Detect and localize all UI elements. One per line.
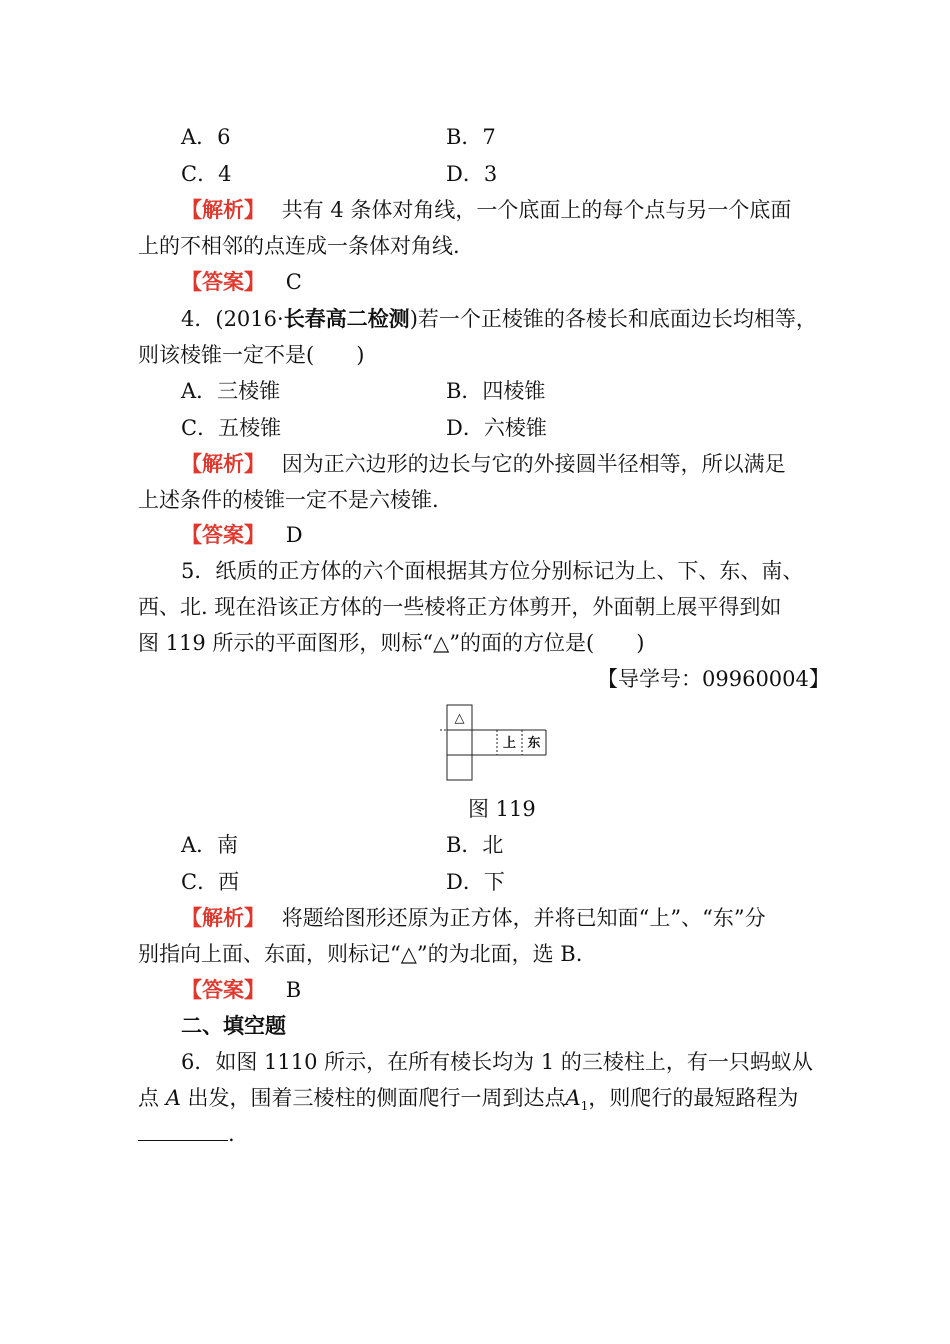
q5-answer-value: B bbox=[285, 978, 302, 1002]
q5-stem-line-3: 图 119 所示的平面图形，则标“△”的面的方位是( ) bbox=[138, 631, 645, 655]
section-heading: 二、填空题 bbox=[181, 1013, 286, 1038]
cube-net-figure bbox=[440, 704, 550, 782]
q4-stem-line-1 bbox=[181, 305, 817, 333]
q3-option-c: C．4 bbox=[181, 162, 232, 186]
q5-analysis-text-1: 将题给图形还原为正方体，并将已知面“上”、“东”分 bbox=[281, 906, 766, 930]
net-face-bottom bbox=[447, 755, 472, 780]
q5-answer bbox=[181, 976, 301, 1004]
q4-source-close: ) bbox=[409, 307, 418, 331]
q6-point-a: A bbox=[165, 1086, 181, 1110]
q5-option-c: C．西 bbox=[181, 870, 240, 894]
q4-stem-line-2: 则该棱锥一定不是( ) bbox=[138, 343, 365, 367]
q6-end-mark: . bbox=[228, 1122, 235, 1146]
q4-analysis-text-1: 因为正六边形的边长与它的外接圆半径相等，所以满足 bbox=[281, 452, 786, 476]
q4-source-name: 长春高二检测 bbox=[283, 306, 410, 331]
q6-point-a1-subscript: 1 bbox=[580, 1099, 589, 1114]
q5-stem-line-1: 5．纸质的正方体的六个面根据其方位分别标记为上、下、东、南、 bbox=[181, 559, 804, 583]
q3-option-a: A．6 bbox=[181, 125, 231, 149]
q4-number: 4． bbox=[181, 307, 216, 331]
q4-option-c: C．五棱锥 bbox=[181, 416, 282, 440]
q4-option-d: D．六棱锥 bbox=[446, 416, 547, 440]
q4-analysis-text-2: 上述条件的棱锥一定不是六棱锥. bbox=[138, 488, 439, 512]
q6-point-a1: A bbox=[565, 1086, 581, 1110]
q6-stem-line-2 bbox=[138, 1084, 798, 1120]
q4-stem-text-1: 若一个正棱锥的各棱长和底面边长均相等， bbox=[417, 307, 817, 331]
q6-stem-text-a: 点 bbox=[138, 1086, 159, 1110]
q3-answer-value: C bbox=[285, 270, 302, 294]
q3-analysis-text-2: 上的不相邻的点连成一条体对角线. bbox=[138, 234, 460, 258]
q5-option-a: A．南 bbox=[181, 833, 239, 857]
net-up-label: 上 bbox=[502, 736, 517, 751]
q6-stem-text-c: ，则爬行的最短路程为 bbox=[588, 1086, 799, 1110]
q5-option-d: D．下 bbox=[446, 870, 505, 894]
analysis-tag: 【解析】 bbox=[181, 197, 265, 222]
q4-answer bbox=[181, 521, 303, 549]
q6-stem-text-b: 出发，围着三棱柱的侧面爬行一周到达点 bbox=[187, 1086, 566, 1110]
analysis-tag: 【解析】 bbox=[181, 451, 265, 476]
answer-tag: 【答案】 bbox=[181, 522, 265, 547]
net-triangle-label: △ bbox=[454, 711, 465, 726]
q3-option-d: D．3 bbox=[446, 162, 498, 186]
q3-option-b: B．7 bbox=[446, 125, 496, 149]
q4-source-open: (2016· bbox=[215, 307, 284, 331]
analysis-tag: 【解析】 bbox=[181, 905, 265, 930]
q3-answer bbox=[181, 268, 302, 296]
q4-analysis bbox=[181, 450, 786, 478]
answer-blank[interactable] bbox=[138, 1120, 228, 1141]
q4-option-a: A．三棱锥 bbox=[181, 379, 281, 403]
answer-tag: 【答案】 bbox=[181, 269, 265, 294]
answer-tag: 【答案】 bbox=[181, 977, 265, 1002]
q6-stem-line-1: 6．如图 1110 所示，在所有棱长均为 1 的三棱柱上，有一只蚂蚁从 bbox=[181, 1050, 813, 1074]
q6-answer-blank-line bbox=[138, 1120, 235, 1148]
q5-analysis-text-2: 别指向上面、东面，则标记“△”的为北面，选 B. bbox=[138, 942, 583, 966]
q4-answer-value: D bbox=[285, 523, 303, 547]
q5-analysis bbox=[181, 904, 766, 932]
q5-guide-number: 【导学号：09960004】 bbox=[597, 667, 830, 691]
net-face-center bbox=[447, 730, 472, 755]
q5-option-b: B．北 bbox=[446, 833, 504, 857]
q5-stem-line-2: 西、北. 现在沿该正方体的一些棱将正方体剪开，外面朝上展平得到如 bbox=[138, 595, 782, 619]
q4-option-b: B．四棱锥 bbox=[446, 379, 546, 403]
figure-caption: 图 119 bbox=[468, 797, 536, 821]
q3-analysis-text-1: 共有 4 条体对角线，一个底面上的每个点与另一个底面 bbox=[281, 198, 792, 222]
q3-analysis bbox=[181, 196, 791, 224]
net-east-label: 东 bbox=[527, 736, 541, 751]
